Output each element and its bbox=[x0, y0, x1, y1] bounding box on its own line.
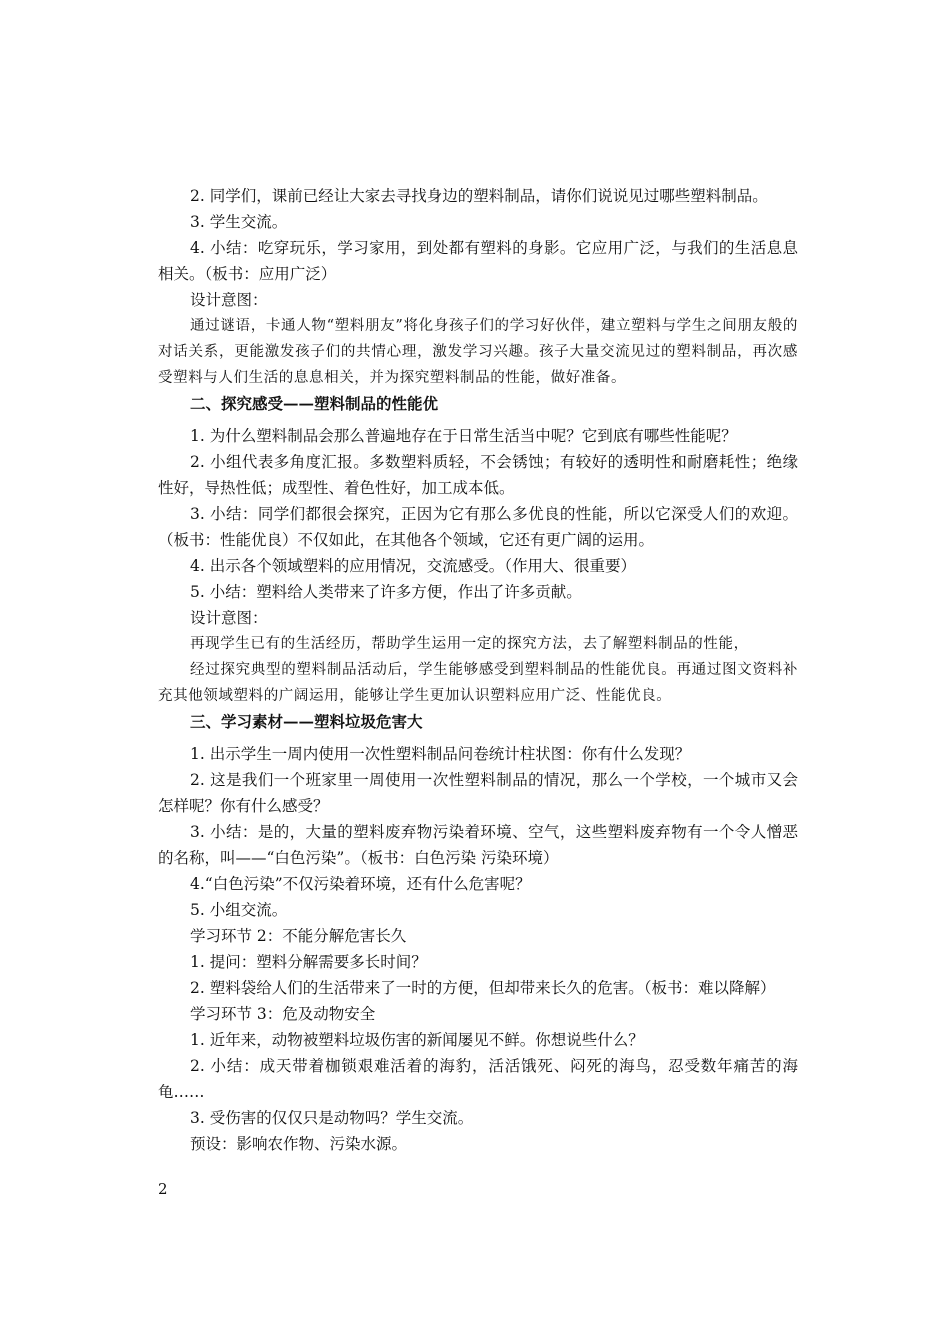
design-intent-text: 再现学生已有的生活经历，帮助学生运用一定的探究方法，去了解塑料制品的性能， bbox=[190, 636, 749, 652]
section-heading-3: 三、学习素材——塑料垃圾危害大 bbox=[190, 712, 423, 731]
paragraph: 2. 塑料袋给人们的生活带来了一时的方便，但却带来长久的危害。（板书：难以降解） bbox=[190, 979, 776, 997]
paragraph: 3. 小结：同学们都很会探究，正因为它有那么多优良的性能，所以它深受人们的欢迎。（板书：性能优良）不仅如此，在其他各个领域，它还有更广阔的运用。 bbox=[158, 505, 798, 549]
paragraph: 2. 小组代表多角度汇报。多数塑料质轻，不会锈蚀；有较好的透明性和耐磨耗性；绝缘性好，导热性低；成型性、着色性好，加工成本低。 bbox=[158, 453, 798, 497]
design-intent-label: 设计意图： bbox=[190, 609, 268, 627]
paragraph: 4.“白色污染”不仅污染着环境，还有什么危害呢？ bbox=[190, 875, 531, 893]
paragraph: 1. 近年来，动物被塑料垃圾伤害的新闻屡见不鲜。你想说些什么？ bbox=[190, 1031, 644, 1049]
paragraph: 2. 同学们，课前已经让大家去寻找身边的塑料制品，请你们说说见过哪些塑料制品。 bbox=[190, 187, 768, 205]
paragraph: 2. 这是我们一个班家里一周使用一次性塑料制品的情况，那么一个学校，一个城市又会怎样呢？你有什么感受？ bbox=[158, 771, 798, 815]
paragraph: 4. 出示各个领域塑料的应用情况，交流感受。（作用大、很重要） bbox=[190, 557, 636, 575]
design-intent-text: 经过探究典型的塑料制品活动后，学生能够感受到塑料制品的性能优良。再通过图文资料补充其他领域塑料的广阔运用，能够让学生更加认识塑料应用广泛、性能优良。 bbox=[158, 662, 798, 704]
paragraph: 5. 小组交流。 bbox=[190, 901, 288, 919]
paragraph: 3. 学生交流。 bbox=[190, 213, 288, 231]
section-heading-2: 二、探究感受——塑料制品的性能优 bbox=[190, 394, 439, 413]
design-intent-label: 设计意图： bbox=[190, 291, 268, 309]
paragraph: 1. 提问：塑料分解需要多长时间？ bbox=[190, 953, 427, 971]
document-body bbox=[158, 183, 798, 1157]
page-number: 2 bbox=[158, 1180, 168, 1198]
paragraph: 4. 小结：吃穿玩乐，学习家用，到处都有塑料的身影。它应用广泛，与我们的生活息息相关。（板书：应用广泛） bbox=[158, 239, 798, 283]
paragraph: 5. 小结：塑料给人类带来了许多方便，作出了许多贡献。 bbox=[190, 583, 582, 601]
paragraph: 2. 小结：成天带着枷锁艰难活着的海豹，活活饿死、闷死的海鸟，忍受数年痛苦的海龟…… bbox=[158, 1057, 798, 1101]
subsection-title: 学习环节 3：危及动物安全 bbox=[190, 1005, 376, 1023]
paragraph: 1. 出示学生一周内使用一次性塑料制品问卷统计柱状图：你有什么发现？ bbox=[190, 745, 691, 763]
design-intent-text: 通过谜语，卡通人物“塑料朋友”将化身孩子们的学习好伙伴，建立塑料与学生之间朋友般的对话关系，更能激发孩子们的共情心理，激发学习兴趣。孩子大量交流见过的塑料制品，再次感受塑料与人们生活的息息相关，并为探究塑料制品的性能，做好准备。 bbox=[158, 318, 798, 386]
subsection-title: 学习环节 2：不能分解危害长久 bbox=[190, 927, 407, 945]
paragraph: 3. 受伤害的仅仅只是动物吗？学生交流。 bbox=[190, 1109, 474, 1127]
paragraph: 预设：影响农作物、污染水源。 bbox=[190, 1135, 408, 1153]
paragraph: 1. 为什么塑料制品会那么普遍地存在于日常生活当中呢？它到底有哪些性能呢？ bbox=[190, 427, 737, 445]
paragraph: 3. 小结：是的，大量的塑料废弃物污染着环境、空气，这些塑料废弃物有一个令人憎恶的名称，叫——“白色污染”。（板书：白色污染 污染环境） bbox=[158, 823, 798, 867]
